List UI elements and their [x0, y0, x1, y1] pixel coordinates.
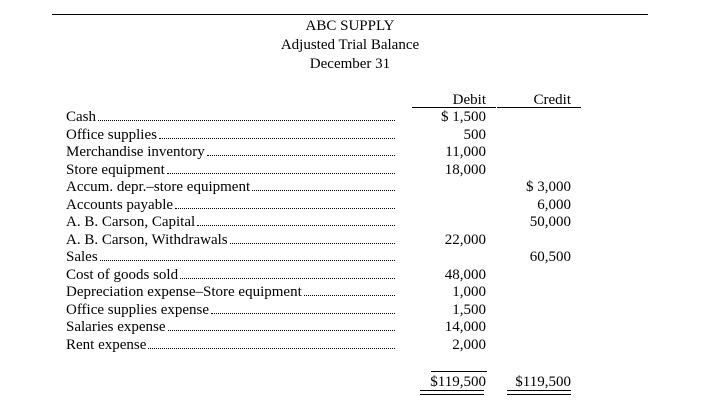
account-name: Sales: [66, 249, 98, 265]
table-row: [66, 179, 586, 197]
debit-amount: 22,000: [444, 231, 486, 248]
dot-leader: [167, 173, 395, 174]
dot-leader: [175, 208, 395, 209]
dot-leader: [207, 155, 395, 156]
debit-amount: 1,000: [452, 284, 486, 300]
debit-column-header: Debit: [452, 92, 486, 108]
dot-leader: [180, 278, 395, 279]
account-name: Store equipment: [66, 161, 165, 178]
table-row: [66, 337, 586, 355]
debit-header-rule: [412, 107, 496, 108]
table-row: [66, 302, 586, 320]
table-row: [66, 214, 586, 232]
account-name: Office supplies expense: [66, 301, 210, 318]
dot-leader: [211, 313, 395, 314]
table-row: [66, 319, 586, 337]
credit-total-double-underline: [507, 390, 571, 395]
credit-amount: 50,000: [529, 214, 571, 230]
credit-amount: 6,000: [537, 196, 571, 213]
account-name: Office supplies: [66, 126, 157, 143]
credit-amount: $ 3,000: [526, 179, 571, 195]
dot-leader: [159, 138, 395, 139]
dot-leader: [100, 260, 395, 261]
table-row: [66, 144, 586, 162]
account-name: Depreciation expense–Store equipment: [66, 284, 302, 300]
account-name: Accum. depr.–store equipment: [66, 179, 251, 195]
report-title: Adjusted Trial Balance: [280, 37, 420, 53]
credit-amount: 60,500: [529, 249, 571, 265]
dot-leader: [197, 225, 395, 226]
debit-amount: 2,000: [452, 336, 486, 353]
account-name: Rent expense: [66, 336, 147, 353]
account-name: A. B. Carson, Capital: [66, 214, 196, 230]
trial-balance-rows: [66, 109, 586, 354]
account-name: Cost of goods sold: [66, 266, 179, 283]
account-name: Salaries expense: [66, 319, 166, 335]
credit-column-header: Credit: [533, 92, 571, 108]
dot-leader: [148, 348, 395, 349]
debit-total-double-underline: [420, 390, 484, 395]
debit-subtotal-rule: [431, 371, 487, 372]
table-row: [66, 267, 586, 285]
dot-leader: [168, 330, 395, 331]
debit-amount: 14,000: [444, 319, 486, 335]
credit-header-rule: [497, 107, 581, 108]
debit-amount: 18,000: [444, 161, 486, 178]
debit-amount: 48,000: [444, 266, 486, 283]
dot-leader: [304, 295, 395, 296]
account-name: Accounts payable: [66, 196, 174, 213]
account-name: Cash: [66, 109, 96, 125]
debit-amount: 1,500: [452, 301, 486, 318]
debit-amount: $ 1,500: [441, 109, 486, 125]
dot-leader: [252, 190, 395, 191]
dot-leader: [98, 120, 395, 121]
table-row: [66, 162, 586, 180]
table-row: [66, 127, 586, 145]
dot-leader: [230, 243, 395, 244]
debit-amount: 500: [463, 126, 486, 143]
account-name: A. B. Carson, Withdrawals: [66, 231, 228, 248]
credit-total: $119,500: [515, 374, 571, 390]
table-row: [66, 109, 586, 127]
debit-total: $119,500: [430, 374, 486, 390]
table-row: [66, 249, 586, 267]
company-name: ABC SUPPLY: [305, 18, 395, 34]
debit-amount: 11,000: [445, 144, 486, 160]
table-row: [66, 232, 586, 250]
table-row: [66, 197, 586, 215]
report-date: December 31: [309, 56, 391, 72]
table-row: [66, 284, 586, 302]
top-rule: [52, 14, 648, 15]
account-name: Merchandise inventory: [66, 144, 205, 160]
